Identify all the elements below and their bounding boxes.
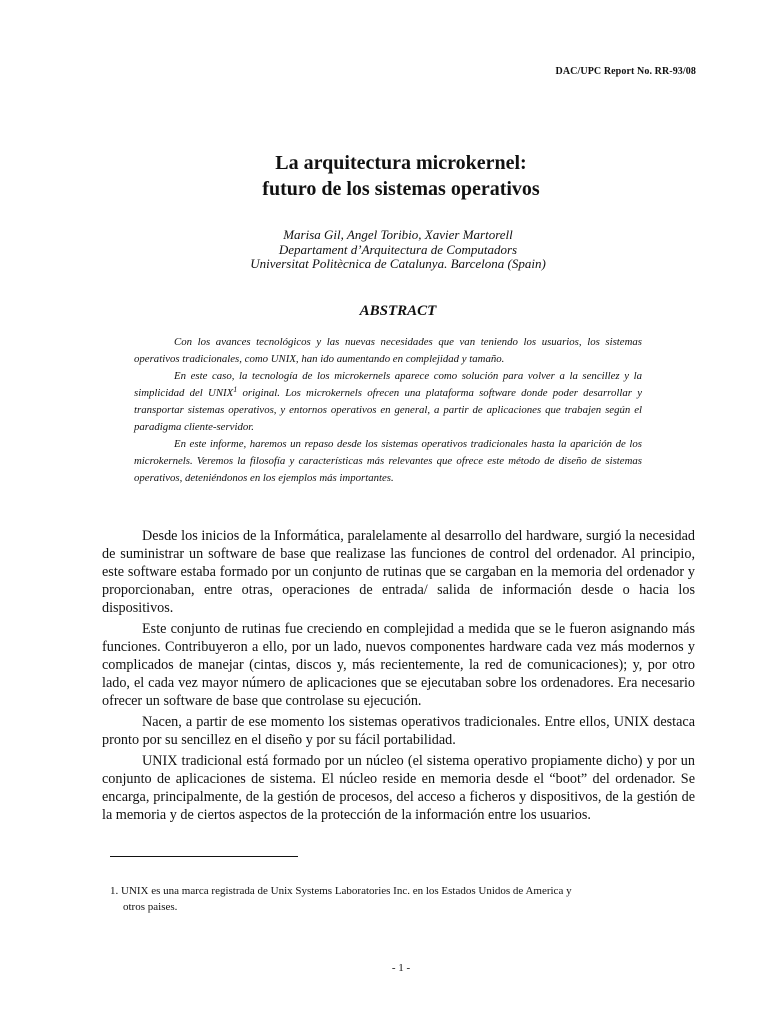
abstract-body [134, 334, 642, 487]
main-text [102, 527, 695, 827]
report-number: DAC/UPC Report No. RR-93/08 [555, 66, 696, 77]
paper-title [0, 150, 768, 202]
body-paragraph: Nacen, a partir de ese momento los sistemas operativos tradicionales. Entre ellos, UNIX destaca pronto por su sencillez en el diseño y por su fácil portabilidad. [102, 714, 695, 748]
page-number: - 1 - [391, 962, 411, 974]
author-department: Departament d’Arquitectura de Computadors [278, 241, 518, 257]
footnote-line: 1. UNIX es una marca registrada de Unix Systems Laboratories Inc. en los Estados Unidos de America y [110, 885, 572, 897]
footnote-divider [110, 856, 298, 857]
body-paragraph: Este conjunto de rutinas fue creciendo en complejidad a medida que se le fueron asignando más funciones. Contribuyeron a ello, por un lado, nuevos componentes hardware cada vez más modernos y complicados de manejar (cintas, discos y, más recientemente, la red de comunicaciones); y, por otro lado, el cada vez mayor número de aplicaciones que se ejecutaban sobre los ordenadores. Era necesario ofrecer un software de base que controlase su ejecución. [102, 621, 695, 709]
footnote-marker[interactable]: 1 [233, 385, 238, 394]
title-line-1: La arquitectura microkernel: [275, 152, 527, 174]
author-names: Marisa Gil, Angel Toribio, Xavier Martorell [283, 227, 513, 242]
footnote-line: otros paises. [123, 901, 178, 913]
abstract-text: original. Los microkernels ofrecen una plataforma software donde poder desarrollar y transportar sistemas operativos, y entornos operativos en general, a partir de aplicaciones que trabajen según el paradigma cliente-servidor. [134, 387, 642, 433]
abstract-paragraph: Con los avances tecnológicos y las nuevas necesidades que van teniendo los usuarios, los sistemas operativos tradicionales, como UNIX, han ido aumentando en complejidad y tamaño. [134, 336, 642, 365]
author-university: Universitat Politècnica de Catalunya. Barcelona (Spain) [250, 256, 546, 271]
title-line-2: futuro de los sistemas operativos [262, 178, 540, 200]
abstract-paragraph [134, 368, 642, 436]
body-paragraph: Desde los inicios de la Informática, paralelamente al desarrollo del hardware, surgió la necesidad de suministrar un software de base que realizase las funciones de control del ordenador. Al principio, este software estaba formado por un conjunto de rutinas que se cargaban en la memoria del ordenador y proporcionaban, entre otras, operaciones de entrada/ salida de información desde o hacia los dispositivos. [102, 528, 695, 616]
abstract-heading: ABSTRACT [359, 303, 437, 319]
footnote [110, 883, 680, 915]
body-paragraph: UNIX tradicional está formado por un núcleo (el sistema operativo propiamente dicho) y por un conjunto de aplicaciones de sistema. El núcleo reside en memoria desde el “boot” del ordenador. Se encarga, principalmente, de la gestión de procesos, del acceso a ficheros y dispositivos, de la gestión de la memoria y de ciertos aspectos de la protección de la información entre los usuarios. [102, 753, 695, 823]
author-block [0, 228, 768, 272]
abstract-paragraph: En este informe, haremos un repaso desde los sistemas operativos tradicionales hasta la aparición de los microkernels. Veremos la filosofía y características más relevantes que ofrece este método de diseño de sistemas operativos, deteniéndonos en los ejemplos más importantes. [134, 438, 642, 484]
abstract-text: En este caso, la tecnología de los microkernels aparece como solución para volver a la sencillez y la simplicidad del UNIX [134, 370, 642, 399]
